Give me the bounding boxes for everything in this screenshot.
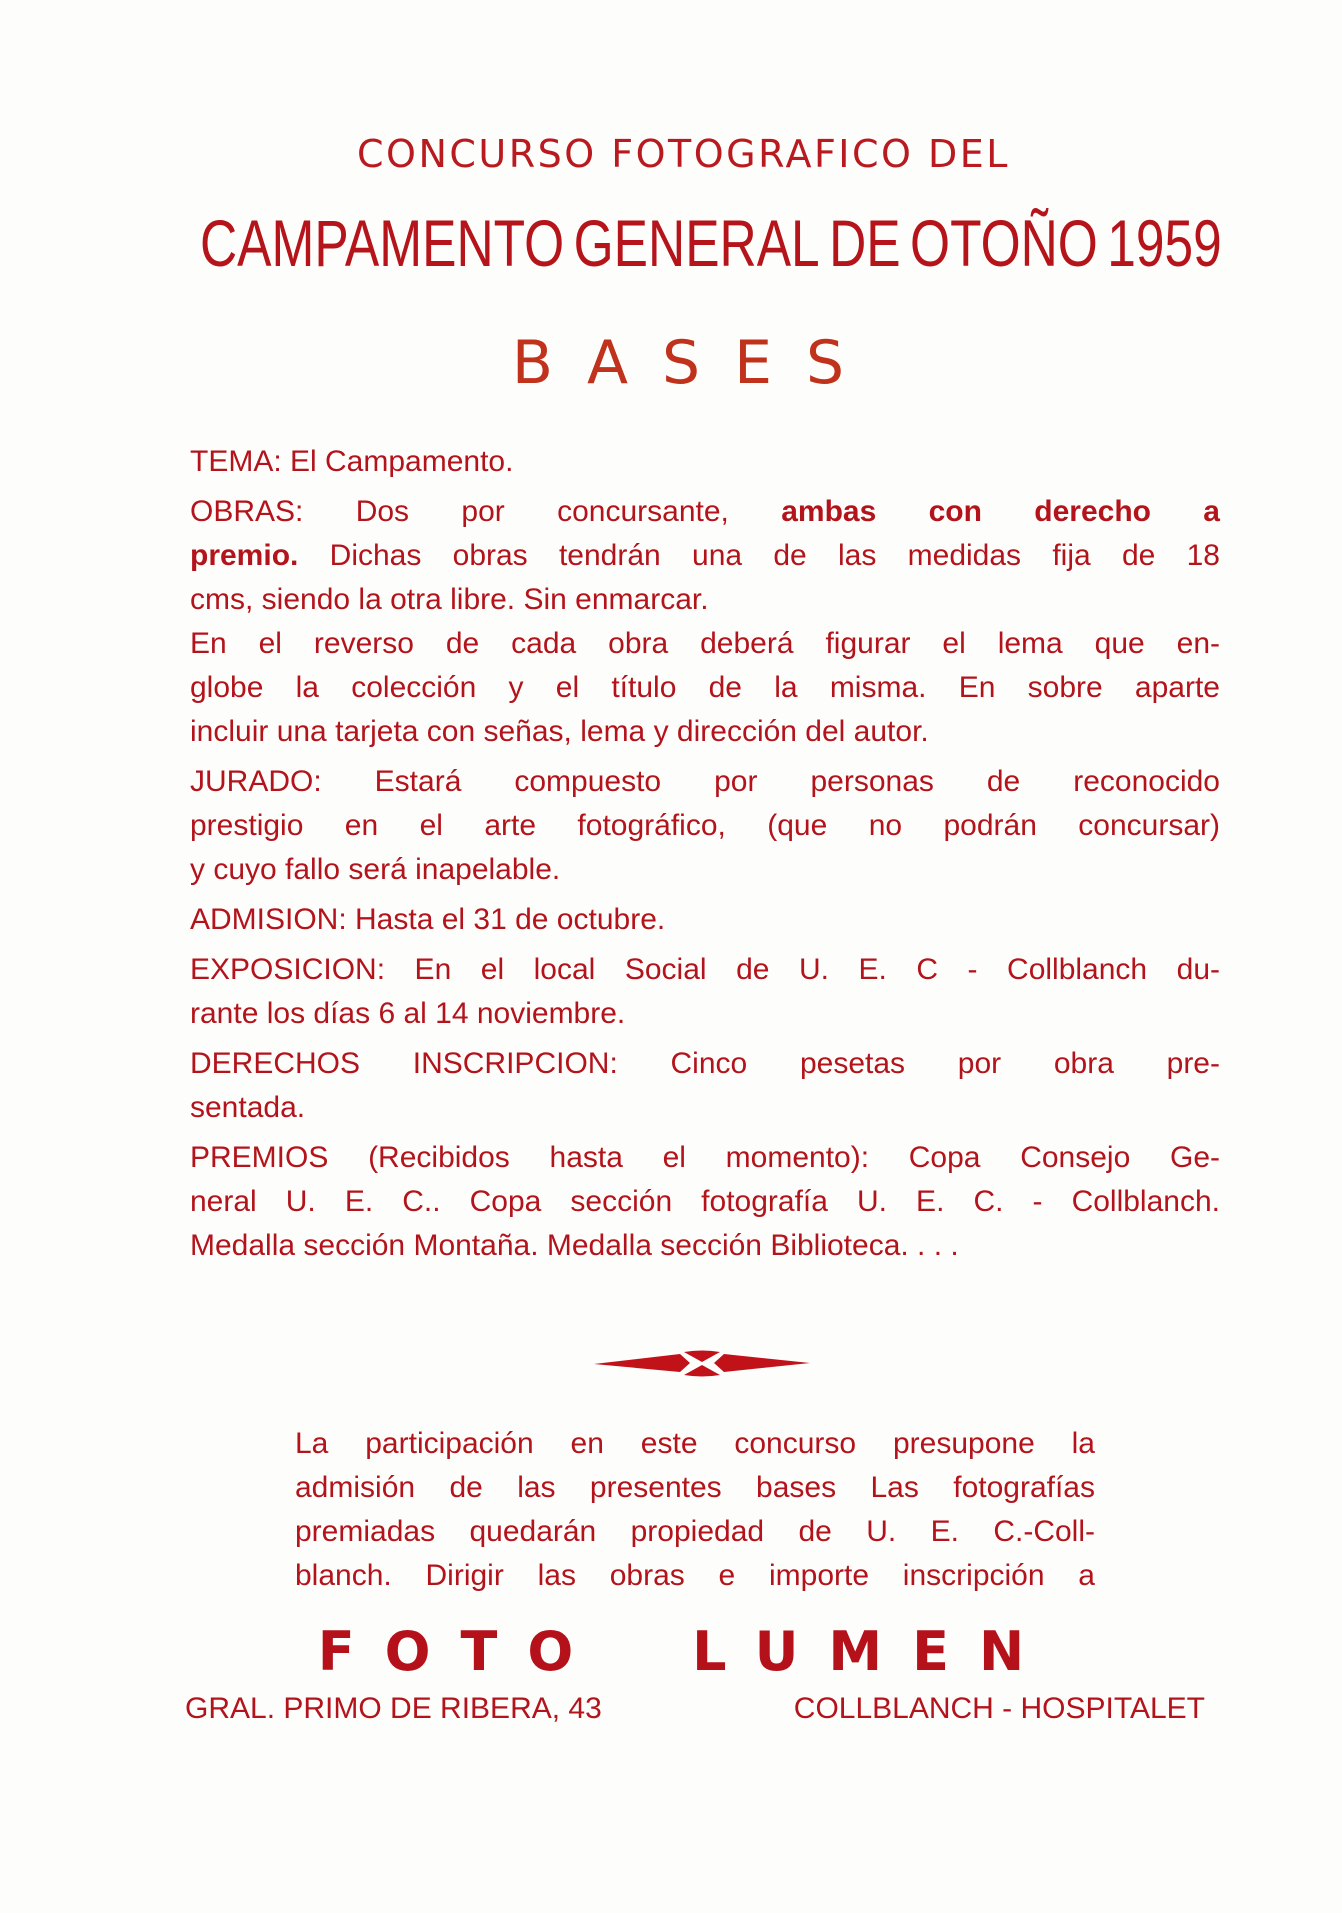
event-title-word: OTOÑO	[910, 206, 1098, 280]
rules-body	[190, 440, 1220, 1274]
event-title-word: CAMPAMENTO	[200, 206, 565, 280]
bases-heading: BASES	[511, 328, 879, 398]
section-line: PREMIOS (Recibidos hasta el momento): Copa Consejo Ge-	[190, 1141, 1220, 1174]
event-title-word: 1959	[1107, 206, 1222, 280]
text-run: OBRAS: Dos por concursante,	[190, 495, 782, 528]
section-line	[190, 490, 1220, 534]
section-premios	[190, 1136, 1220, 1268]
address	[185, 1692, 1205, 1726]
section-jurado	[190, 760, 1220, 892]
section-tema	[190, 440, 1220, 484]
closing-line: admisión de las presentes bases Las fotografías	[295, 1471, 1095, 1504]
section-line: neral U. E. C.. Copa sección fotografía U. E. C. - Collblanch.	[190, 1185, 1220, 1218]
diamond-ornament-icon	[592, 1348, 812, 1378]
contest-title: CONCURSO FOTOGRAFICO DEL	[357, 132, 1010, 176]
street-address: GRAL. PRIMO DE RIBERA, 43	[185, 1692, 602, 1725]
section-derechos	[190, 1042, 1220, 1130]
text-run: Dichas obras tendrán una de las medidas fija de 18	[298, 539, 1220, 572]
closing-line: blanch. Dirigir las obras e importe inscripción a	[295, 1559, 1095, 1592]
section-admision	[190, 898, 1220, 942]
section-line: DERECHOS INSCRIPCION: Cinco pesetas por obra pre-	[190, 1047, 1220, 1080]
section-line: prestigio en el arte fotográfico, (que no podrán concursar)	[190, 809, 1220, 842]
event-title-word: GENERAL	[573, 206, 820, 280]
section-line: cms, siendo la otra libre. Sin enmarcar.	[190, 583, 709, 616]
section-line: sentada.	[190, 1091, 306, 1124]
event-title-word: DE	[829, 206, 901, 280]
section-line: Medalla sección Montaña. Medalla sección Biblioteca. . . .	[190, 1229, 959, 1262]
section-line: globe la colección y el título de la misma. En sobre aparte	[190, 671, 1220, 704]
closing-line: La participación en este concurso presupone la	[295, 1427, 1095, 1460]
closing-line: premiadas quedarán propiedad de U. E. C.-Coll-	[295, 1515, 1095, 1548]
event-title	[200, 205, 1222, 281]
section-line: JURADO: Estará compuesto por personas de reconocido	[190, 765, 1220, 798]
brand-name: FOTO LUMEN	[317, 1620, 1055, 1683]
bold-text-run: premio.	[190, 539, 299, 572]
section-obras	[190, 490, 1220, 754]
section-line: incluir una tarjeta con señas, lema y dirección del autor.	[190, 715, 929, 748]
section-line: y cuyo fallo será inapelable.	[190, 853, 561, 886]
closing-paragraph	[295, 1422, 1095, 1598]
section-line	[190, 534, 1220, 578]
city: COLLBLANCH - HOSPITALET	[793, 1692, 1205, 1725]
section-line: ADMISION: Hasta el 31 de octubre.	[190, 903, 666, 936]
section-exposicion	[190, 948, 1220, 1036]
section-line: TEMA: El Campamento.	[190, 445, 514, 478]
section-line: EXPOSICION: En el local Social de U. E. C - Collblanch du-	[190, 953, 1220, 986]
section-line: En el reverso de cada obra deberá figurar el lema que en-	[190, 627, 1220, 660]
section-line: rante los días 6 al 14 noviembre.	[190, 997, 626, 1030]
bold-text-run: ambas con derecho a	[781, 495, 1220, 528]
